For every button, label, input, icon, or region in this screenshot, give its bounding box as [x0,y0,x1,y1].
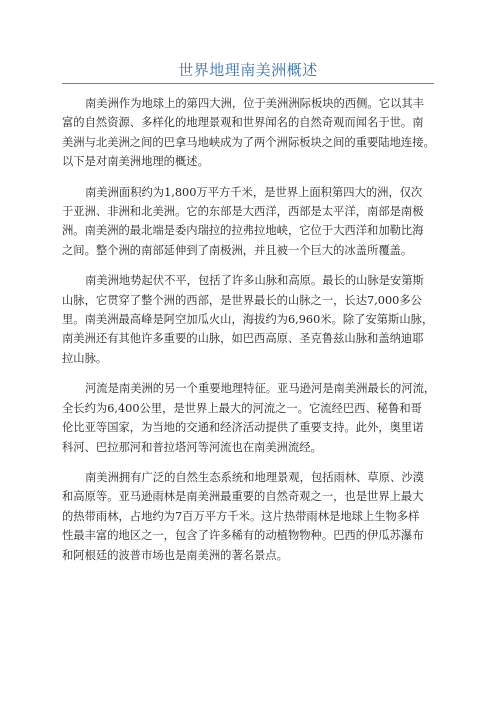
paragraph-line: 性最丰富的地区之一，包含了许多稀有的动植物物种。巴西的伊瓜苏瀑布 [62,529,424,543]
paragraph-line: 的热带雨林，占地约为7百万平方千米。这片热带雨林是地球上生物多样 [62,509,420,523]
paragraph-area [62,183,436,261]
paragraph-ecosystems [62,468,436,565]
paragraph-line: 里。南美洲最高峰是阿空加瓜火山，海拔约为6,960米。除了安第斯山脉， [62,313,434,327]
paragraph-line: 之间。整个洲的南部延伸到了南极洲，并且被一个巨大的冰盖所覆盖。 [62,243,413,257]
paragraph-line: 山脉，它贯穿了整个洲的西部，是世界最长的山脉之一，长达7,000多公 [62,293,422,307]
paragraph-intro [62,94,436,172]
paragraph-line: 美洲与北美洲之间的巴拿马地峡成为了两个洲际板块之间的重要陆地连接。 [62,135,435,149]
paragraph-line: 南美洲作为地球上的第四大洲，位于美洲洲际板块的西侧。它以其丰 [85,97,424,110]
paragraph-line: 南美洲地势起伏不平，包括了许多山脉和高原。最长的山脉是安第斯 [85,274,424,288]
paragraph-line: 洲。南美洲的最北端是委内瑞拉的拉弗拉地峡，它位于大西洋和加勒比海 [62,224,424,238]
paragraph-line: 南美洲还有其他许多重要的山脉，如巴西高原、圣克鲁兹山脉和盖纳迪耶 [62,332,424,346]
paragraph-line: 南美洲拥有广泛的自然生态系统和地理景观，包括雨林、草原、沙漠 [85,470,424,484]
paragraph-rivers [62,379,436,457]
paragraph-line: 科河、巴拉那河和普拉塔河等河流也在南美洲流经。 [62,440,322,454]
paragraph-line: 和阿根廷的波普市场也是南美洲的著名景点。 [62,548,288,562]
paragraph-line: 和高原等。亚马逊雨林是南美洲最重要的自然奇观之一，也是世界上最大 [62,490,424,504]
paragraph-terrain [62,271,436,368]
paragraph-line: 富的自然资源、多样化的地理景观和世界闻名的自然奇观而闻名于世。南 [62,116,424,130]
paragraph-line: 以下是对南美洲地理的概述。 [62,155,209,169]
paragraph-line: 伦比亚等国家，为当地的交通和经济活动提供了重要支持。此外，奥里诺 [62,421,424,435]
paragraph-line: 河流是南美洲的另一个重要地理特征。亚马逊河是南美洲最长的河流， [85,382,436,396]
paragraph-line: 全长约为6,400公里，是世界上最大的河流之一。它流经巴西、秘鲁和哥 [62,401,422,415]
title-underline [62,83,434,84]
document-body [62,94,436,576]
paragraph-line: 南美洲面积约为1,800万平方千米，是世界上面积第四大的洲，仅次 [85,185,423,199]
paragraph-line: 于亚洲、非洲和北美洲。它的东部是大西洋，西部是太平洋，南部是南极 [62,205,424,219]
document-title: 世界地理南美洲概述 [178,61,318,79]
paragraph-line: 拉山脉。 [62,351,108,365]
